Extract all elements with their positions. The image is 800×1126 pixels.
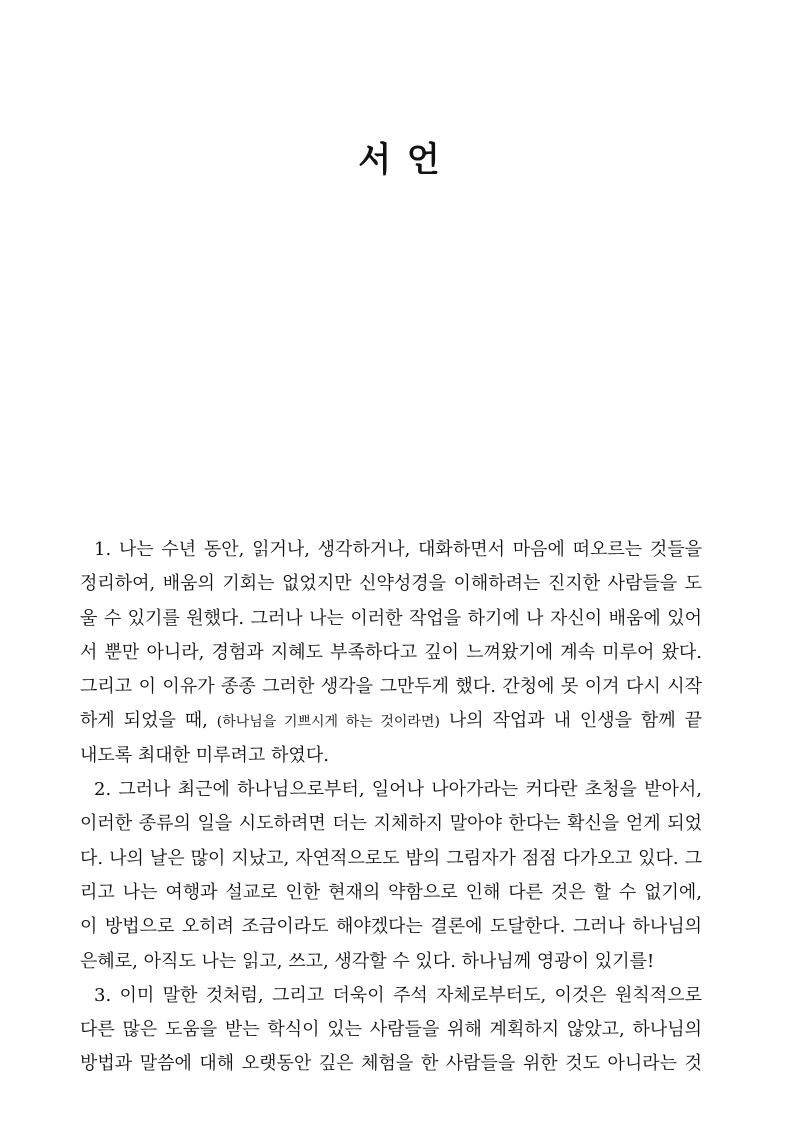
text-line: 방법과 말씀에 대해 오랫동안 깊은 체험을 한 사람들을 위한 것도 아니라는 것 — [80, 1053, 702, 1075]
text-line: 다른 많은 도움을 받는 학식이 있는 사람들을 위해 계획하지 않았고, 하나님의 — [80, 1019, 702, 1041]
text-line: 리고 나는 여행과 설교로 인한 현재의 약함으로 인해 다른 것은 할 수 없기에, — [80, 881, 702, 903]
text-line: 서 뿐만 아니라, 경험과 지혜도 부족하다고 깊이 느껴왔기에 계속 미루어 왔다. — [80, 641, 702, 663]
text-line: 울 수 있기를 원했다. 그러나 나는 이러한 작업을 하기에 나 자신이 배움에 있어 — [80, 607, 702, 629]
text-line: 이러한 종류의 일을 시도하려면 더는 지체하지 말아야 한다는 확신을 얻게 되었 — [80, 813, 702, 835]
text-line: 내도록 최대한 미루려고 하였다. — [80, 744, 329, 766]
page-title: 서 언 — [358, 140, 442, 180]
text-line: 3. 이미 말한 것처럼, 그리고 더욱이 주석 자체로부터도, 이것은 원칙적으로 — [94, 984, 702, 1006]
text-segment: 나의 작업과 내 인생을 함께 끝 — [439, 710, 702, 732]
body-text — [80, 533, 702, 1082]
text-line: 1. 나는 수년 동안, 읽거나, 생각하거나, 대화하면서 마음에 떠오르는 것들을 — [94, 539, 702, 560]
parenthetical-note: (하나님을 기쁘시게 하는 것이라면) — [216, 714, 440, 731]
text-line: 은혜로, 아직도 나는 읽고, 쓰고, 생각할 수 있다. 하나님께 영광이 있기를! — [80, 950, 655, 972]
text-line: 2. 그러나 최근에 하나님으로부터, 일어나 나아가라는 커다란 초청을 받아서, — [94, 779, 702, 801]
text-line: 그리고 이 이유가 종종 그러한 생각을 그만두게 했다. 간청에 못 이겨 다시 시작 — [80, 676, 702, 698]
text-line: 정리하여, 배움의 기회는 없었지만 신약성경을 이해하려는 진지한 사람들을 도 — [80, 573, 702, 595]
text-line — [80, 704, 702, 738]
paragraph-2 — [80, 773, 702, 979]
paragraph-1 — [80, 533, 702, 773]
text-line: 이 방법으로 오히려 조금이라도 해야겠다는 결론에 도달한다. 그러나 하나님의 — [80, 916, 702, 938]
paragraph-3 — [80, 979, 702, 1082]
text-segment: 하게 되었을 때, — [80, 710, 217, 732]
text-line: 다. 나의 날은 많이 지났고, 자연적으로도 밤의 그림자가 점점 다가오고 있다. 그 — [80, 847, 702, 869]
